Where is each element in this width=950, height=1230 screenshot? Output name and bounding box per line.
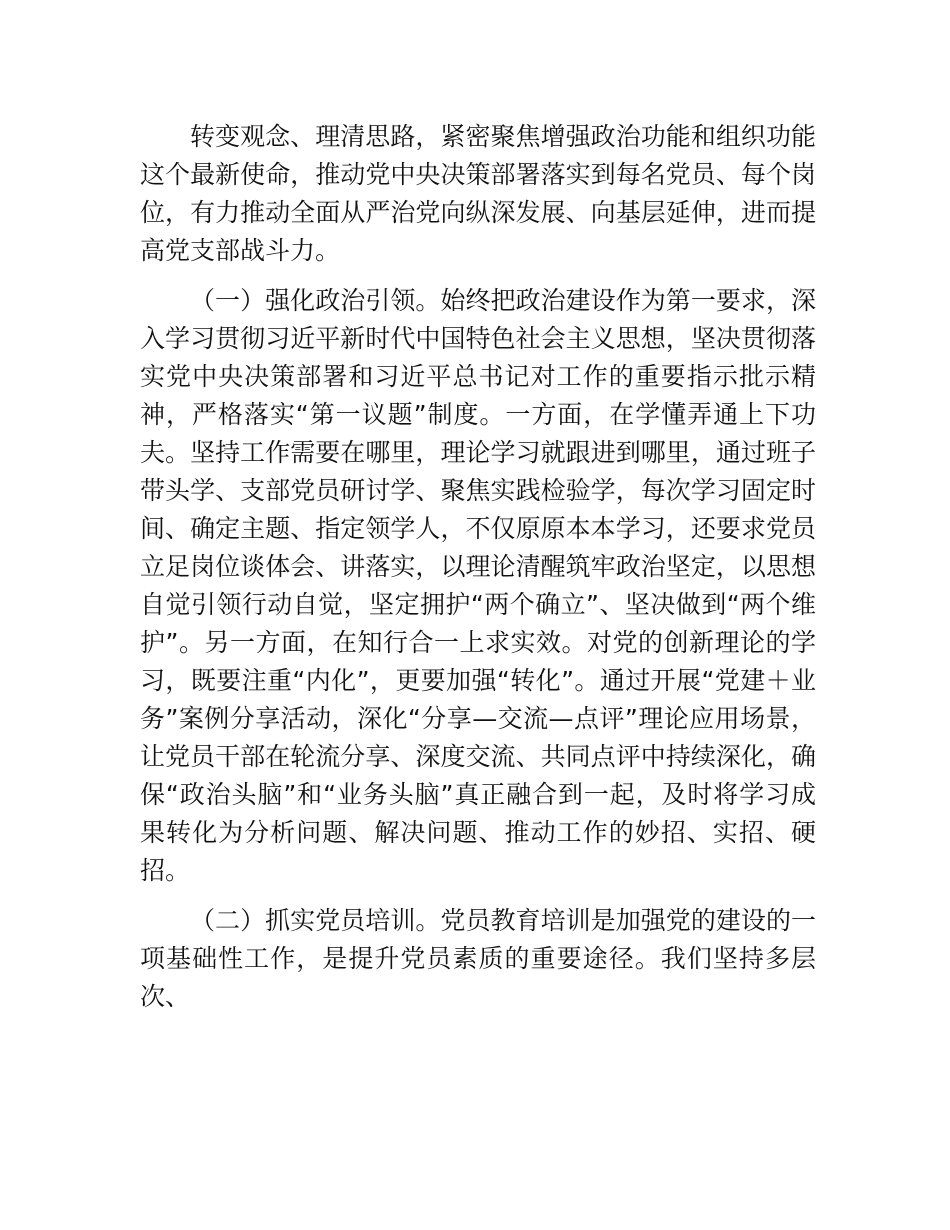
paragraph-intro: 转变观念、理清思路，紧密聚焦增强政治功能和组织功能这个最新使命，推动党中央决策部署落实到每名党员、每个岗位，有力推动全面从严治党向纵深发展、向基层延伸，进而提高党支部战斗力。	[140, 122, 816, 265]
document-body	[140, 118, 816, 1028]
paragraph-political-guidance: （一）强化政治引领。始终把政治建设作为第一要求，深入学习贯彻习近平新时代中国特色社会主义思想，坚决贯彻落实党中央决策部署和习近平总书记对工作的重要指示批示精神，严格落实“第一议题”制度。一方面，在学懂弄通上下功夫。坚持工作需要在哪里，理论学习就跟进到哪里，通过班子带头学、支部党员研讨学、聚焦实践检验学，每次学习固定时间、确定主题、指定领学人，不仅原原本本学习，还要求党员立足岗位谈体会、讲落实，以理论清醒筑牢政治坚定，以思想自觉引领行动自觉，坚定拥护“两个确立”、坚决做到“两个维护”。另一方面，在知行合一上求实效。对党的创新理论的学习，既要注重“内化”，更要加强“转化”。通过开展“党建＋业务”案例分享活动，深化“分享—交流—点评”理论应用场景，让党员干部在轮流分享、深度交流、共同点评中持续深化，确保“政治头脑”和“业务头脑”真正融合到一起，及时将学习成果转化为分析问题、解决问题、推动工作的妙招、实招、硬招。	[140, 286, 816, 885]
paragraph-member-training: （二）抓实党员培训。党员教育培训是加强党的建设的一项基础性工作，是提升党员素质的重要途径。我们坚持多层次、	[140, 906, 816, 1011]
